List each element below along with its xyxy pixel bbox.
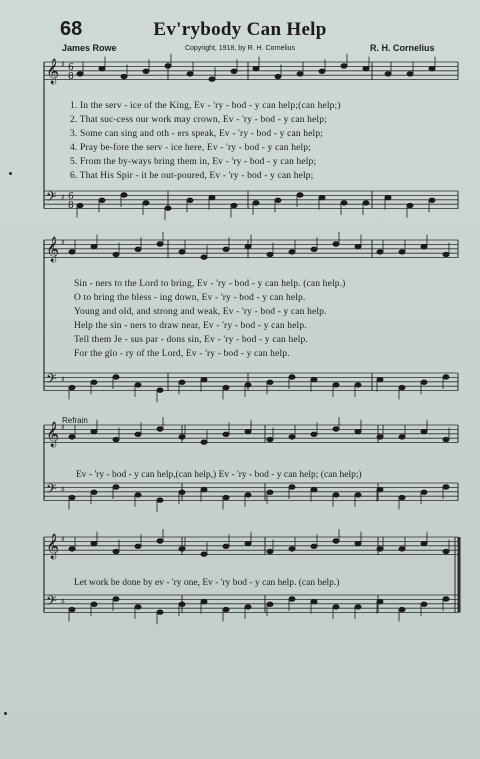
note-head <box>231 69 237 73</box>
note-head <box>289 547 295 551</box>
note-head <box>421 490 427 494</box>
note-head <box>429 66 435 70</box>
note-head <box>275 198 281 202</box>
verse-line: Sin - ners to the Lord to bring, Ev - 'ry - bod - y can help. (can help.) <box>74 279 346 289</box>
note-head <box>407 72 413 76</box>
time-signature-icon: 6 <box>68 63 74 73</box>
note-head <box>223 385 229 389</box>
note-head <box>77 203 83 207</box>
treble-clef-icon: 𝄞 <box>46 59 60 84</box>
note-head <box>157 427 163 431</box>
time-signature-icon: 8 <box>68 72 74 82</box>
refrain-lyric-line: Let work be done by ev - 'ry one, Ev - 'ry bod - y can help. (can help.) <box>74 578 340 588</box>
note-head <box>253 66 259 70</box>
note-head <box>311 247 317 251</box>
note-head <box>289 435 295 439</box>
note-head <box>289 250 295 254</box>
note-head <box>355 605 361 609</box>
note-head <box>135 247 141 251</box>
note-head <box>319 195 325 199</box>
note-head <box>69 250 75 254</box>
note-head <box>113 597 119 601</box>
time-signature-icon: 6 <box>68 192 74 202</box>
note-head <box>121 193 127 197</box>
note-head <box>69 435 75 439</box>
verse-line: Tell them Je - sus par - dons sin, Ev - 'ry - bod - y can help. <box>74 335 308 345</box>
note-head <box>179 547 185 551</box>
note-head <box>209 195 215 199</box>
bass-clef-icon: 𝄢 <box>46 189 57 208</box>
note-head <box>341 201 347 205</box>
note-head <box>443 549 449 553</box>
verse-line: For the glo - ry of the Lord, Ev - 'ry - bod - y can help. <box>74 349 290 359</box>
note-head <box>245 493 251 497</box>
refrain-label: Refrain <box>62 416 88 425</box>
note-head <box>377 547 383 551</box>
note-head <box>311 487 317 491</box>
note-head <box>201 440 207 444</box>
bass-clef-icon: 𝄢 <box>46 371 57 390</box>
note-head <box>355 429 361 433</box>
note-head <box>187 72 193 76</box>
note-head <box>253 201 259 205</box>
note-head <box>245 541 251 545</box>
note-head <box>223 544 229 548</box>
note-head <box>201 599 207 603</box>
note-head <box>341 64 347 68</box>
key-signature-sharp-icon: ♯ <box>61 193 65 202</box>
treble-clef-icon: 𝄞 <box>46 237 60 262</box>
note-head <box>77 72 83 76</box>
note-head <box>69 607 75 611</box>
key-signature-sharp-icon: ♯ <box>61 238 65 247</box>
note-head <box>179 490 185 494</box>
note-head <box>289 597 295 601</box>
key-signature-sharp-icon: ♯ <box>61 485 65 494</box>
time-signature-icon: 8 <box>68 201 74 211</box>
note-head <box>267 549 273 553</box>
note-head <box>319 69 325 73</box>
note-head <box>245 244 251 248</box>
note-head <box>91 380 97 384</box>
note-head <box>165 206 171 210</box>
note-head <box>377 250 383 254</box>
note-head <box>157 498 163 502</box>
note-head <box>179 435 185 439</box>
note-head <box>377 435 383 439</box>
verse-line: 1. In the serv - ice of the King, Ev - 'ry - bod - y can help;(can help;) <box>70 101 341 111</box>
verse-line: O to bring the bless - ing down, Ev - 'ry - bod - y can help. <box>74 293 306 303</box>
note-head <box>91 541 97 545</box>
note-head <box>143 201 149 205</box>
note-head <box>443 252 449 256</box>
note-head <box>245 605 251 609</box>
note-head <box>333 383 339 387</box>
hymn-title: Ev'rybody Can Help <box>153 19 327 40</box>
note-head <box>355 541 361 545</box>
key-signature-sharp-icon: ♯ <box>61 535 65 544</box>
note-head <box>363 66 369 70</box>
note-head <box>223 247 229 251</box>
note-head <box>421 602 427 606</box>
note-head <box>223 607 229 611</box>
verse-line: 4. Pray be-fore the serv - ice here, Ev - 'ry - bod - y can help; <box>70 143 311 153</box>
note-head <box>333 493 339 497</box>
margin-mark <box>9 172 12 175</box>
note-head <box>121 74 127 78</box>
note-head <box>267 252 273 256</box>
note-head <box>201 552 207 556</box>
note-head <box>443 485 449 489</box>
note-head <box>223 495 229 499</box>
key-signature-sharp-icon: ♯ <box>61 60 65 69</box>
note-head <box>135 605 141 609</box>
note-head <box>91 490 97 494</box>
note-head <box>91 429 97 433</box>
note-head <box>267 602 273 606</box>
note-head <box>333 605 339 609</box>
margin-mark <box>4 712 7 715</box>
bass-clef-icon: 𝄢 <box>46 593 57 612</box>
note-head <box>443 597 449 601</box>
note-head <box>399 495 405 499</box>
verse-line: 2. That suc-cess our work may crown, Ev - 'ry - bod - y can help; <box>70 115 327 125</box>
note-head <box>69 385 75 389</box>
note-head <box>311 377 317 381</box>
note-head <box>99 198 105 202</box>
note-head <box>385 72 391 76</box>
note-head <box>179 380 185 384</box>
note-head <box>157 610 163 614</box>
note-head <box>245 429 251 433</box>
note-head <box>363 201 369 205</box>
verse-line: 5. From the by-ways bring them in, Ev - 'ry - bod - y can help; <box>70 157 317 167</box>
note-head <box>333 539 339 543</box>
note-head <box>289 375 295 379</box>
note-head <box>443 437 449 441</box>
copyright-notice: Copyright, 1918, by R. H. Cornelius <box>184 45 296 52</box>
note-head <box>275 74 281 78</box>
note-head <box>69 547 75 551</box>
note-head <box>311 544 317 548</box>
note-head <box>267 490 273 494</box>
note-head <box>421 541 427 545</box>
note-head <box>311 432 317 436</box>
note-head <box>179 602 185 606</box>
note-head <box>429 198 435 202</box>
note-head <box>135 493 141 497</box>
note-head <box>355 383 361 387</box>
note-head <box>113 485 119 489</box>
note-head <box>201 255 207 259</box>
note-head <box>399 250 405 254</box>
note-head <box>91 602 97 606</box>
note-head <box>69 495 75 499</box>
note-head <box>355 493 361 497</box>
note-head <box>311 599 317 603</box>
clefs <box>46 58 74 612</box>
note-head <box>157 242 163 246</box>
note-head <box>209 77 215 81</box>
key-signature-sharp-icon: ♯ <box>61 597 65 606</box>
hymn-number: 68 <box>60 18 83 40</box>
note-head <box>421 380 427 384</box>
treble-clef-icon: 𝄞 <box>46 422 60 447</box>
note-head <box>99 66 105 70</box>
note-head <box>135 383 141 387</box>
note-head <box>157 539 163 543</box>
treble-clef-icon: 𝄞 <box>46 534 60 559</box>
verse-line: Help the sin - ners to draw near, Ev - 'ry - bod - y can help. <box>74 321 307 331</box>
note-head <box>143 69 149 73</box>
note-head <box>201 377 207 381</box>
note-head <box>443 375 449 379</box>
note-head <box>135 544 141 548</box>
note-head <box>187 198 193 202</box>
note-head <box>333 242 339 246</box>
key-signature-sharp-icon: ♯ <box>61 375 65 384</box>
note-head <box>421 244 427 248</box>
note-head <box>113 252 119 256</box>
note-head <box>267 380 273 384</box>
verse-line: Young and old, and strong and weak, Ev - 'ry - bod - y can help. <box>74 307 327 317</box>
note-head <box>333 427 339 431</box>
refrain-lyric-line: Ev - 'ry - bod - y can help,(can help,) Ev - 'ry - bod - y can help; (can help;) <box>76 470 362 480</box>
note-head <box>157 388 163 392</box>
note-head <box>399 607 405 611</box>
note-head <box>377 377 383 381</box>
verse-line: 3. Some can sing and oth - ers speak, Ev - 'ry - bod - y can help; <box>70 129 324 139</box>
note-head <box>385 195 391 199</box>
note-head <box>297 72 303 76</box>
note-head <box>223 432 229 436</box>
author-credit: James Rowe <box>62 43 117 53</box>
note-head <box>407 203 413 207</box>
note-head <box>135 432 141 436</box>
note-head <box>113 375 119 379</box>
note-head <box>113 549 119 553</box>
note-head <box>267 437 273 441</box>
note-head <box>201 487 207 491</box>
note-head <box>179 250 185 254</box>
note-head <box>165 64 171 68</box>
note-head <box>377 599 383 603</box>
note-head <box>399 547 405 551</box>
note-head <box>421 429 427 433</box>
note-head <box>399 435 405 439</box>
note-head <box>245 383 251 387</box>
note-head <box>113 437 119 441</box>
composer-credit: R. H. Cornelius <box>370 43 435 53</box>
key-signature-sharp-icon: ♯ <box>61 423 65 432</box>
note-head <box>377 487 383 491</box>
bass-clef-icon: 𝄢 <box>46 481 57 500</box>
note-head <box>289 485 295 489</box>
note-head <box>297 193 303 197</box>
verse-line: 6. That His Spir - it be out-poured, Ev - 'ry - bod - y can help; <box>70 171 314 181</box>
note-head <box>231 203 237 207</box>
note-head <box>399 385 405 389</box>
note-head <box>355 244 361 248</box>
note-head <box>91 244 97 248</box>
